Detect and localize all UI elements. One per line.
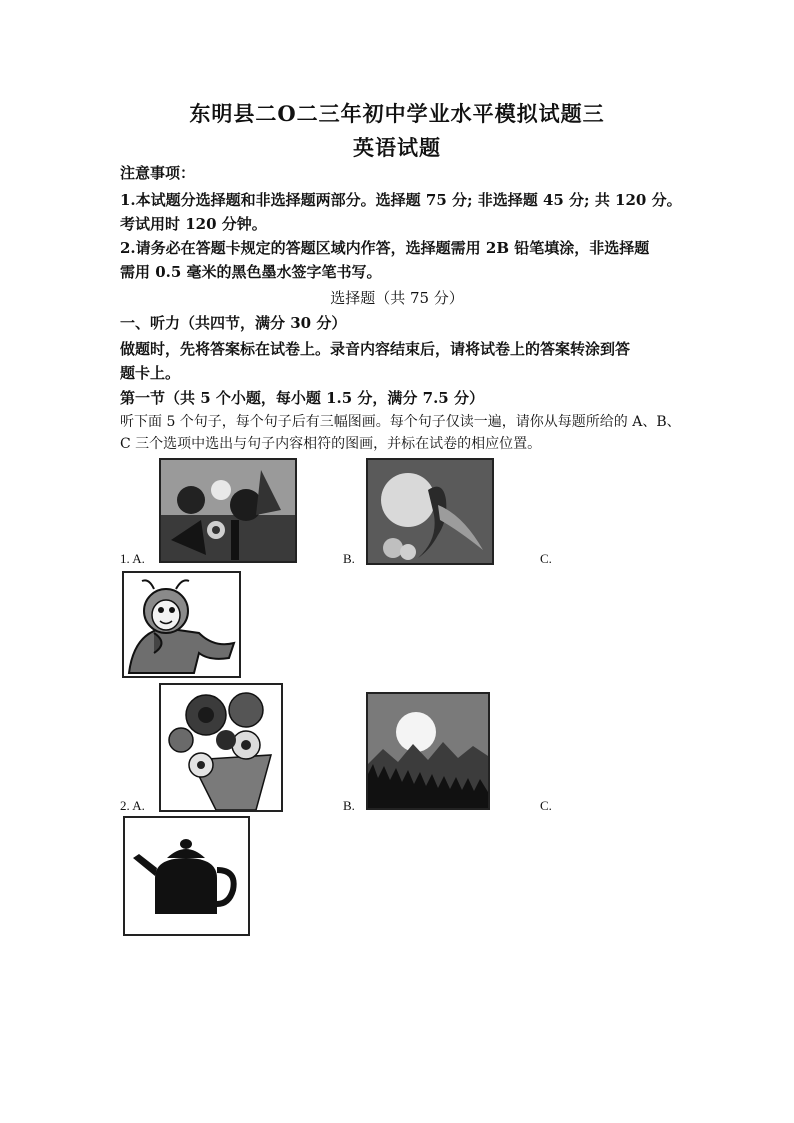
notice-item-1-line-1: 1.本试题分选择题和非选择题两部分。选择题 75 分; 非选择题 45 分; 共 120 分。 (120, 191, 682, 209)
part-title: 一、听力（共四节，满分 30 分） (120, 314, 347, 332)
page-subtitle: 英语试题 (353, 135, 441, 160)
q1-label-a: 1. A. (120, 551, 145, 566)
q1-label-c: C. (540, 551, 552, 566)
part-instruction-line-1: 做题时，先将答案标在试卷上。录音内容结束后，请将试卷上的答案转涂到答 (120, 340, 631, 358)
sub-section-title: 第一节（共 5 个小题，每小题 1.5 分，满分 7.5 分） (120, 389, 484, 407)
notice-heading: 注意事项： (120, 164, 196, 182)
woman-flying-to-moon-image (368, 460, 492, 563)
q2-label-c: C. (540, 798, 552, 813)
monkey-king-cartoon-image (124, 573, 239, 676)
moon-over-forest-image (368, 694, 488, 808)
q2-label-a: 2. A. (120, 798, 145, 813)
notice-item-2-line-2: 需用 0.5 毫米的黑色墨水签字笔书写。 (120, 263, 382, 281)
q2-option-b-picture (366, 692, 490, 810)
sub-section-instruction-line-2: C 三个选项中选出与句子内容相符的图画，并标在试卷的相应位置。 (120, 436, 542, 452)
q1-label-b: B. (343, 551, 355, 566)
ancient-battle-scene-image (161, 460, 295, 561)
section-title: 选择题（共 75 分） (330, 289, 464, 307)
sub-section-instruction-line-1: 听下面 5 个句子，每个句子后有三幅图画。每个句子仅读一遍，请你从每题所给的 A、B、 (120, 414, 681, 430)
q2-option-a-picture (159, 683, 283, 812)
q1-option-a-picture (159, 458, 297, 563)
teapot-silhouette-image (125, 818, 248, 934)
part-instruction-line-2: 题卡上。 (120, 364, 181, 382)
notice-item-2-line-1: 2.请务必在答题卡规定的答题区域内作答，选择题需用 2B 铅笔填涂，非选择题 (120, 239, 650, 257)
flower-bouquet-image (161, 685, 281, 810)
q2-option-c-picture (123, 816, 250, 936)
page-title: 东明县二O二三年初中学业水平模拟试题三 (189, 101, 605, 126)
q1-option-c-picture (122, 571, 241, 678)
q1-option-b-picture (366, 458, 494, 565)
q2-label-b: B. (343, 798, 355, 813)
notice-item-1-line-2: 考试用时 120 分钟。 (120, 215, 267, 233)
